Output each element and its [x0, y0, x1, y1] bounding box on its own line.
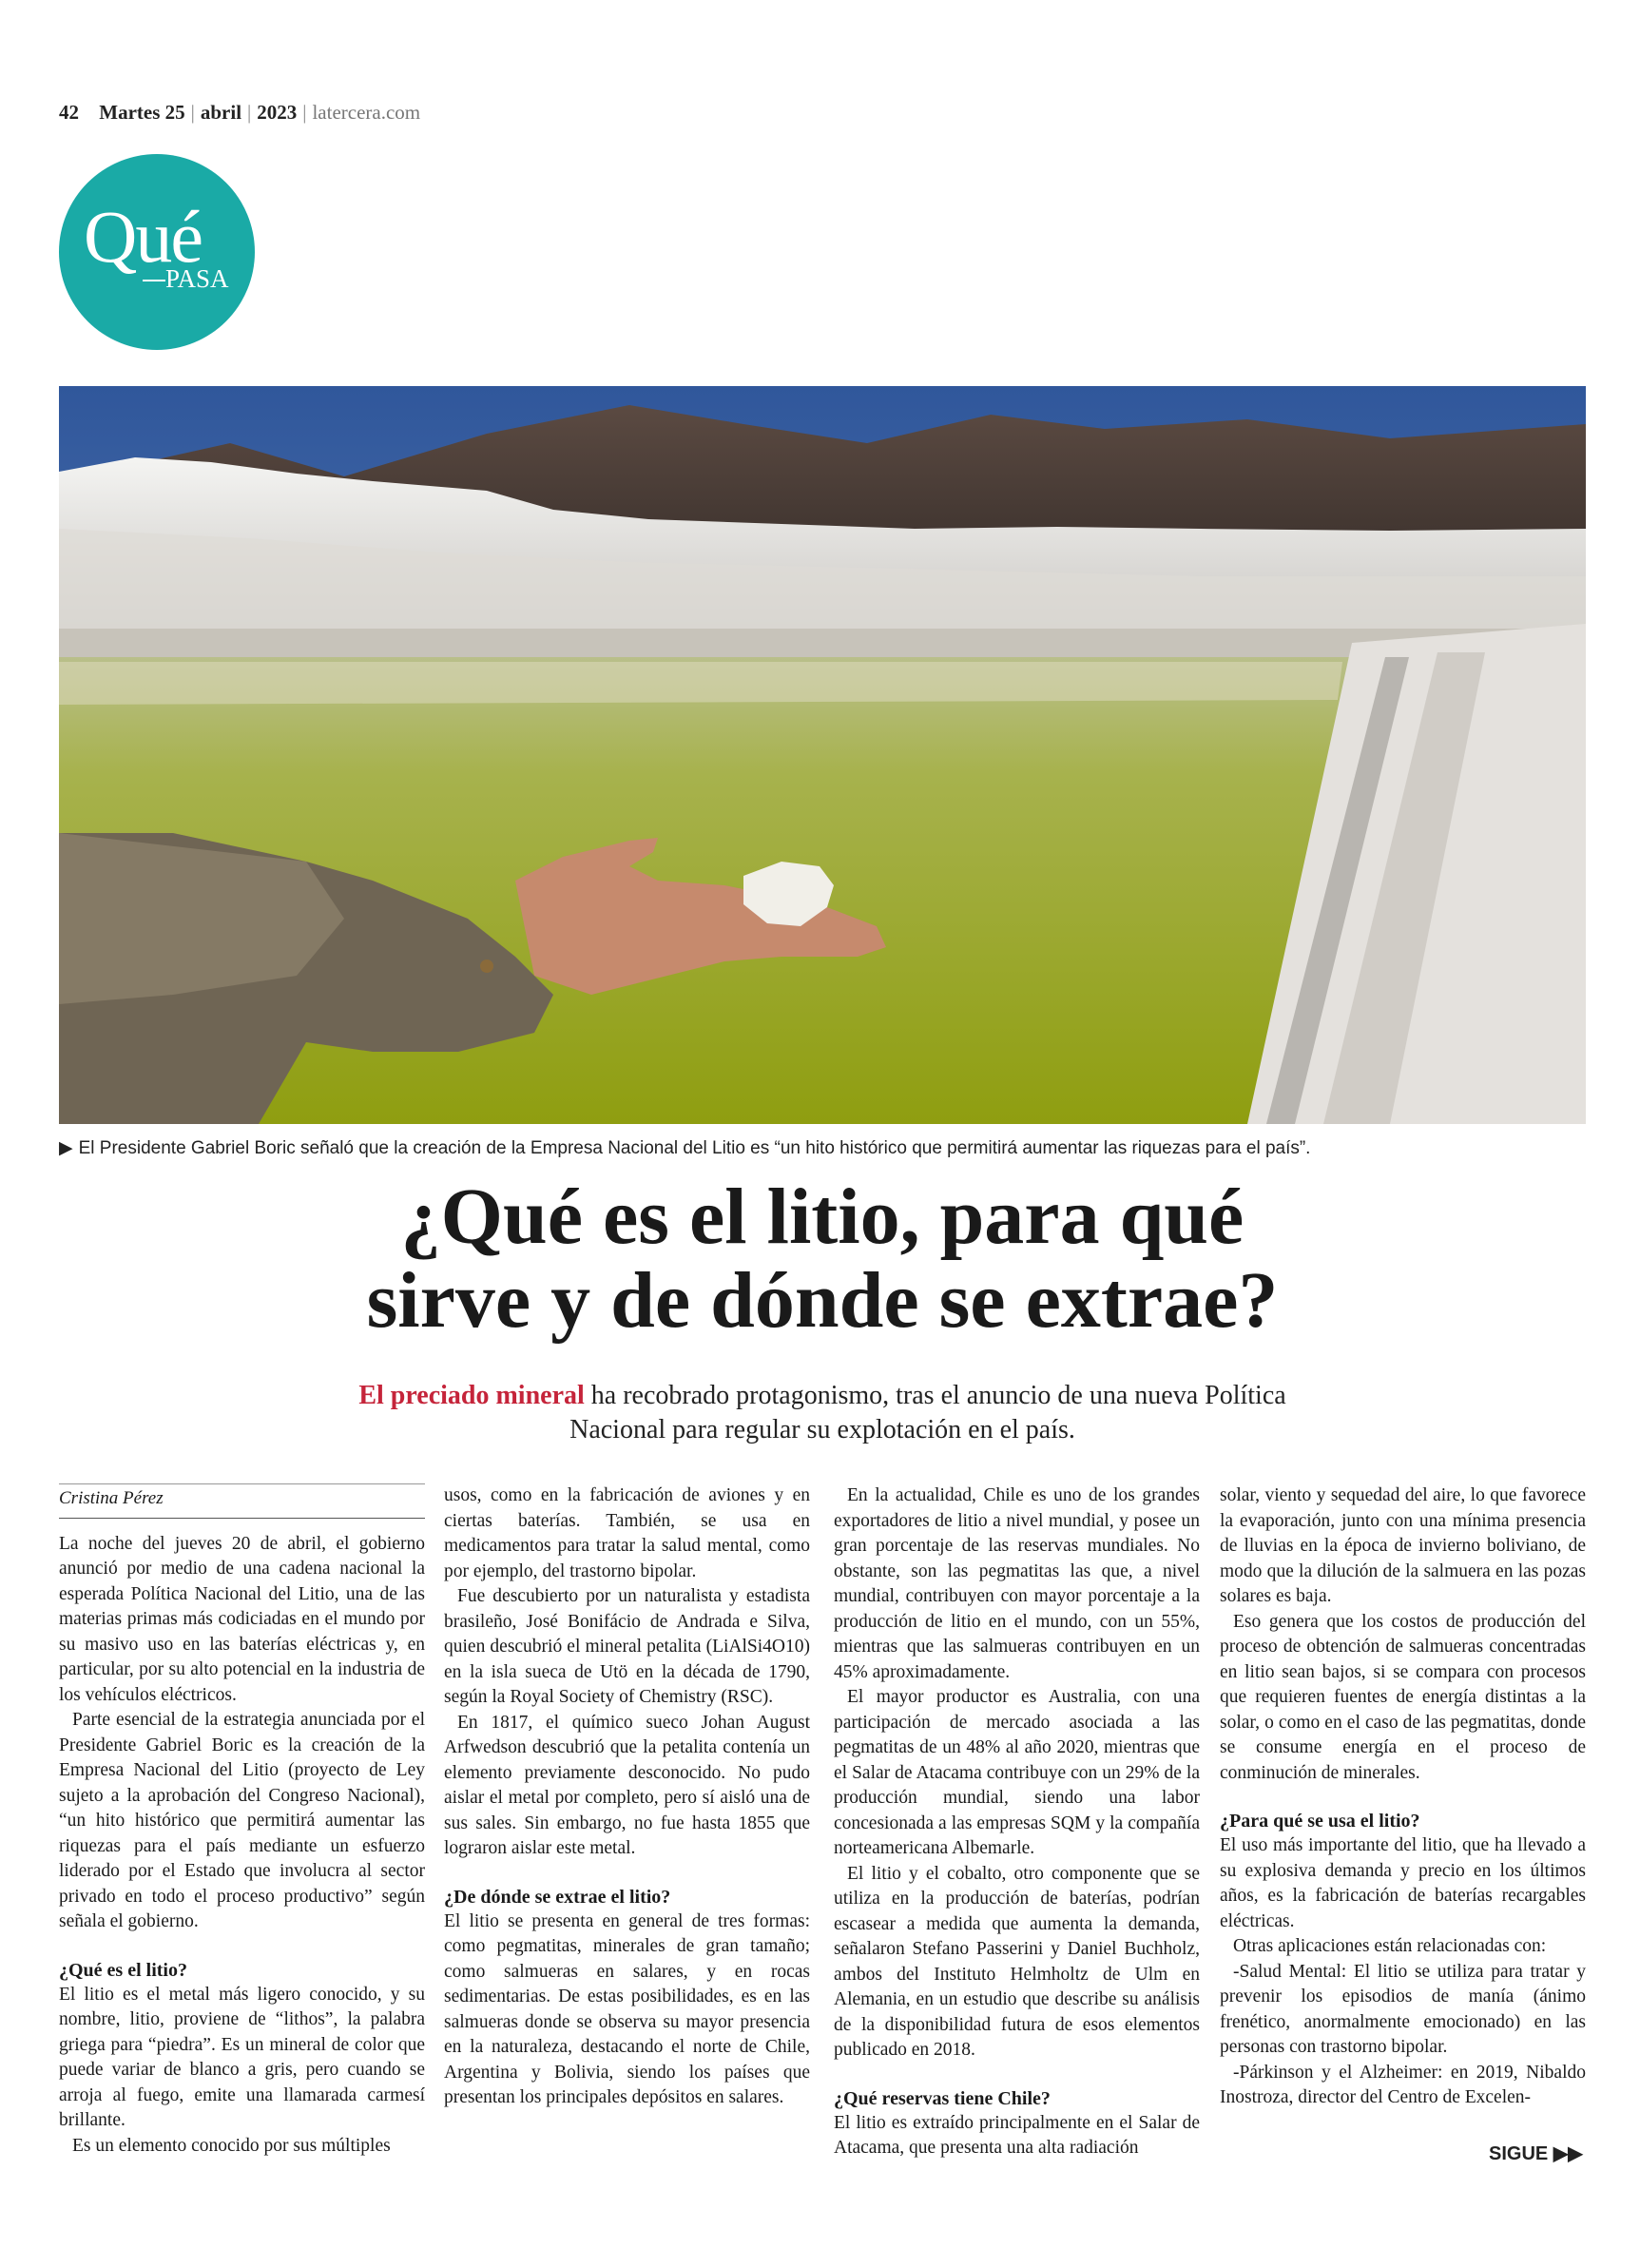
section-heading: ¿Qué reservas tiene Chile?: [834, 2087, 1051, 2109]
paragraph: Fue descubierto por un naturalista y estadista brasileño, José Bonifácio de Andrada e Silva, quien descubrió el mineral petalita (LiAlSi4O10) en la isla sueca de Utö en la década de 1790, según la Royal Society of Chemistry (RSC).: [444, 1586, 810, 1707]
paragraph: El litio es el metal más ligero conocido, y su nombre, litio, proviene de “lithos”, la palabra griega para “piedra”. Es un mineral de color que puede variar de blanco a gris, pero cuando se arroja al fuego, emite una llamarada carmesí brillante.: [59, 1984, 425, 2130]
paragraph: Eso genera que los costos de producción del proceso de obtención de salmueras concentradas en litio sean bajos, si se compara con procesos que requieren fuentes de energía distintas a la solar, o como en el caso de las pegmatitas, donde se consume energía en el proceso de conminución de minerales.: [1220, 1611, 1586, 1783]
byline: Cristina Pérez: [59, 1483, 425, 1519]
paragraph: solar, viento y sequedad del aire, lo que favorece la evaporación, junto con una mínima presencia de lluvias en la época de invierno boliviano, de modo que la dilución de la salmuera en las pozas solares es baja.: [1220, 1485, 1586, 1606]
subheadline: El preciado mineral ha recobrado protagonismo, tras el anuncio de una nueva Política Nacional para regular su explotación en el país.: [358, 1381, 1286, 1444]
paragraph: usos, como en la fabricación de aviones y en ciertas baterías. También, se usa en medicamentos para tratar la salud mental, como por ejemplo, del trastorno bipolar.: [444, 1485, 810, 1581]
article-column-4: [1220, 1483, 1586, 2111]
paragraph: En 1817, el químico sueco Johan August Arfwedson descubrió que la petalita contenía un elemento previamente desconocido. No pudo aislar el metal por completo, pero sí aisló una de sus sales. Sin embargo, no fue hasta 1855 que lograron aislar este metal.: [444, 1712, 810, 1858]
paragraph: Parte esencial de la estrategia anunciada por el Presidente Gabriel Boric es la creación de la Empresa Nacional del Litio (proyecto de Ley sujeto a la aprobación del Congreso Nacional), “un hito histórico que permitirá aumentar las riquezas para el país mediante un esfuerzo liderado por el Estado que involucra al sector privado en todo el proceso productivo” según señala el gobierno.: [59, 1710, 425, 1931]
paragraph: Otras aplicaciones están relacionadas con:: [1233, 1936, 1547, 1956]
paragraph: El mayor productor es Australia, con una participación de mercado asociada a las pegmatitas de un 48% al año 2020, mientras que el Salar de Atacama contribuye con un 29% de la producción mundial, siendo una labor concesionada a las empresas SQM y la compañía norteamericana Albemarle.: [834, 1687, 1200, 1858]
paragraph: El litio se presenta en general de tres formas: como pegmatitas, minerales de gran tamaño; como salmueras en salares, y en rocas sedimentarias. De estas posibilidades, es en las salmueras donde se observa su mayor presencia en la naturaleza, destacando el norte de Chile, Argentina y Bolivia, siendo los países que presentan los principales depósitos en salares.: [444, 1910, 810, 2107]
site-link[interactable]: latercera.com: [312, 101, 421, 124]
logo-word: Qué: [84, 195, 202, 278]
paragraph: Es un elemento conocido por sus múltiples: [72, 2135, 391, 2156]
lead-photo: [59, 386, 1586, 1124]
logo-sub: PASA: [165, 264, 229, 293]
paragraph: En la actualidad, Chile es uno de los grandes exportadores de litio a nivel mundial, y posee un gran porcentaje de las reservas mundiales. No obstante, son las pegmatitas las que, a nivel mundial, contribuyen con mayor porcentaje a la producción de litio en el mundo, con un 55%, mientras que las salmueras contribuyen en un 45% aproximadamente.: [834, 1485, 1200, 1682]
section-heading: ¿Para qué se usa el litio?: [1220, 1811, 1420, 1832]
section-heading: ¿Qué es el litio?: [59, 1959, 187, 1981]
paragraph: -Párkinson y el Alzheimer: en 2019, Nibaldo Inostroza, director del Centro de Excelen-: [1220, 2062, 1586, 2107]
section-heading: ¿De dónde se extrae el litio?: [444, 1886, 671, 1908]
date-day: Martes 25: [99, 101, 185, 124]
section-logo: [59, 154, 255, 350]
paragraph: El litio y el cobalto, otro componente que se utiliza en la producción de baterías, podrían escasear a medida que aumenta la demanda, señalaron Stefano Passerini y Daniel Buchholz, ambos del Instituto Helmholtz de Ulm en Alemania, en un estudio que describe su análisis de la disponibilidad futura de esos elementos publicado en 2018.: [834, 1863, 1200, 2060]
continue-link[interactable]: SIGUE ▶▶: [1489, 2143, 1583, 2164]
dek-highlight: El preciado mineral: [358, 1381, 585, 1410]
page-header: 42 Martes 25 | abril | 2023 | latercera.com: [59, 101, 421, 124]
article-column-2: [444, 1483, 810, 2111]
paragraph: El litio es extraído principalmente en el Salar de Atacama, que presenta una alta radiación: [834, 2112, 1200, 2158]
paragraph: La noche del jueves 20 de abril, el gobierno anunció por medio de una cadena nacional la esperada Política Nacional del Litio, una de las materias primas más codiciadas en el mundo por su masivo uso en las baterías eléctricas y, en particular, por su alto potencial en la industria de los vehículos eléctricos.: [59, 1533, 425, 1705]
article-column-1: [59, 1483, 425, 2159]
page-number: 42: [59, 101, 79, 124]
photo-caption: ▶ El Presidente Gabriel Boric señaló que la creación de la Empresa Nacional del Litio es “un hito histórico que permitirá aumentar las riquezas para el país”.: [59, 1138, 1311, 1158]
article-column-3: [834, 1483, 1200, 2161]
headline: ¿Qué es el litio, para qué sirve y de dónde se extrae?: [366, 1173, 1279, 1345]
double-arrow-icon: ▶▶: [1553, 2143, 1583, 2164]
date-month: abril: [200, 101, 242, 124]
date-year: 2023: [257, 101, 298, 124]
paragraph: -Salud Mental: El litio se utiliza para tratar y prevenir los episodios de manía (ánimo frenético, anormalmente emocionado) en las personas con trastorno bipolar.: [1220, 1961, 1586, 2057]
paragraph: El uso más importante del litio, que ha llevado a su explosiva demanda y precio en los últimos años, es la fabricación de baterías recargables eléctricas.: [1220, 1835, 1586, 1931]
